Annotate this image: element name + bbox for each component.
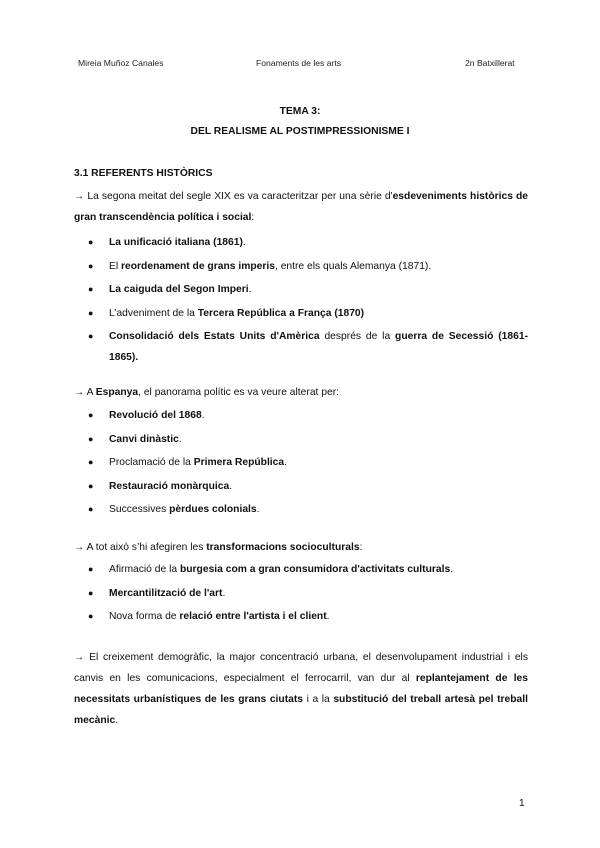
- bullet-icon: ●: [88, 284, 94, 295]
- title-line-1: TEMA 3:: [279, 106, 321, 117]
- list-item: ● Proclamació de la Primera República.: [74, 452, 528, 473]
- block1-intro-text: La segona meitat del segle XIX es va caracteritzar per una sèrie d': [84, 191, 393, 202]
- block3-intro-bold: transformacions socioculturals: [206, 542, 360, 553]
- block1-intro: [74, 186, 528, 228]
- bullet-icon: ●: [88, 331, 94, 342]
- bullet-icon: ●: [88, 480, 94, 491]
- section-heading: 3.1 REFERENTS HISTÒRICS: [74, 168, 213, 179]
- block3-list: [74, 559, 528, 630]
- bullet-icon: ●: [88, 457, 94, 468]
- block1-intro-end: :: [251, 212, 255, 223]
- title-line-2: DEL REALISME AL POSTIMPRESSIONISME I: [190, 126, 410, 137]
- block2-intro-end: , el panorama polític es va veure alterat per:: [138, 387, 340, 398]
- block3-intro-text: A tot això s’hi afegiren les: [84, 542, 207, 553]
- list-item: ● La caiguda del Segon Imperi.: [74, 279, 528, 300]
- block2-list: [74, 405, 528, 523]
- list-item: ● Canvi dinàstic.: [74, 429, 528, 450]
- block2-intro: [74, 382, 528, 403]
- header-course: 2n Batxillerat: [465, 58, 515, 68]
- list-item: ● El reordenament de grans imperis, entre els quals Alemanya (1871).: [74, 256, 528, 277]
- bullet-icon: ●: [88, 611, 94, 622]
- list-item: ● Nova forma de relació entre l'artista i el client.: [74, 606, 528, 627]
- block1-list: [74, 232, 528, 371]
- list-item: ● Mercantilització de l'art.: [74, 583, 528, 604]
- header-author: Mireia Muñoz Canales: [78, 58, 164, 68]
- bullet-icon: ●: [88, 260, 94, 271]
- block4-paragraph: → El creixement demogràfic, la major concentració urbana, el desenvolupament industrial i els canvis en les comunicacions, especialment el ferrocarril, van dur al replantejament de les necessitats urbanístiques de les grans ciutats i a la substitució del treball artesà pel treball mecànic.: [74, 652, 529, 726]
- block2-intro-text: A: [84, 387, 96, 398]
- list-item: ● Restauració monàrquica.: [74, 476, 528, 497]
- page-number: 1: [519, 798, 525, 809]
- list-item: ● Consolidació dels Estats Units d'Amèrica després de la guerra de Secessió (1861-1865).: [74, 326, 528, 368]
- arrow-right-icon: →: [74, 387, 85, 398]
- list-item: ● Afirmació de la burgesia com a gran consumidora d'activitats culturals.: [74, 559, 528, 580]
- arrow-right-icon: →: [74, 191, 85, 202]
- list-item: ● Revolució del 1868.: [74, 405, 528, 426]
- block3-intro: [74, 537, 528, 558]
- bullet-icon: ●: [88, 410, 94, 420]
- block1-intro-bold: esdeveniments històrics de gran transcendència política i social: [74, 191, 529, 223]
- block2-intro-bold: Espanya: [95, 387, 139, 398]
- arrow-right-icon: →: [74, 652, 85, 663]
- bullet-icon: ●: [88, 564, 94, 574]
- bullet-icon: ●: [88, 433, 94, 444]
- block3-intro-end: :: [359, 542, 363, 553]
- list-item: ● La unificació italiana (1861).: [74, 232, 528, 253]
- list-item: ● Successives pèrdues colonials.: [74, 499, 528, 520]
- bullet-icon: ●: [88, 587, 94, 598]
- arrow-right-icon: →: [74, 542, 85, 553]
- list-item: ● L’adveniment de la Tercera República a França (1870): [74, 303, 528, 324]
- bullet-icon: ●: [88, 237, 94, 247]
- bullet-icon: ●: [88, 307, 94, 318]
- header-subject: Fonaments de les arts: [256, 58, 342, 68]
- bullet-icon: ●: [88, 504, 94, 515]
